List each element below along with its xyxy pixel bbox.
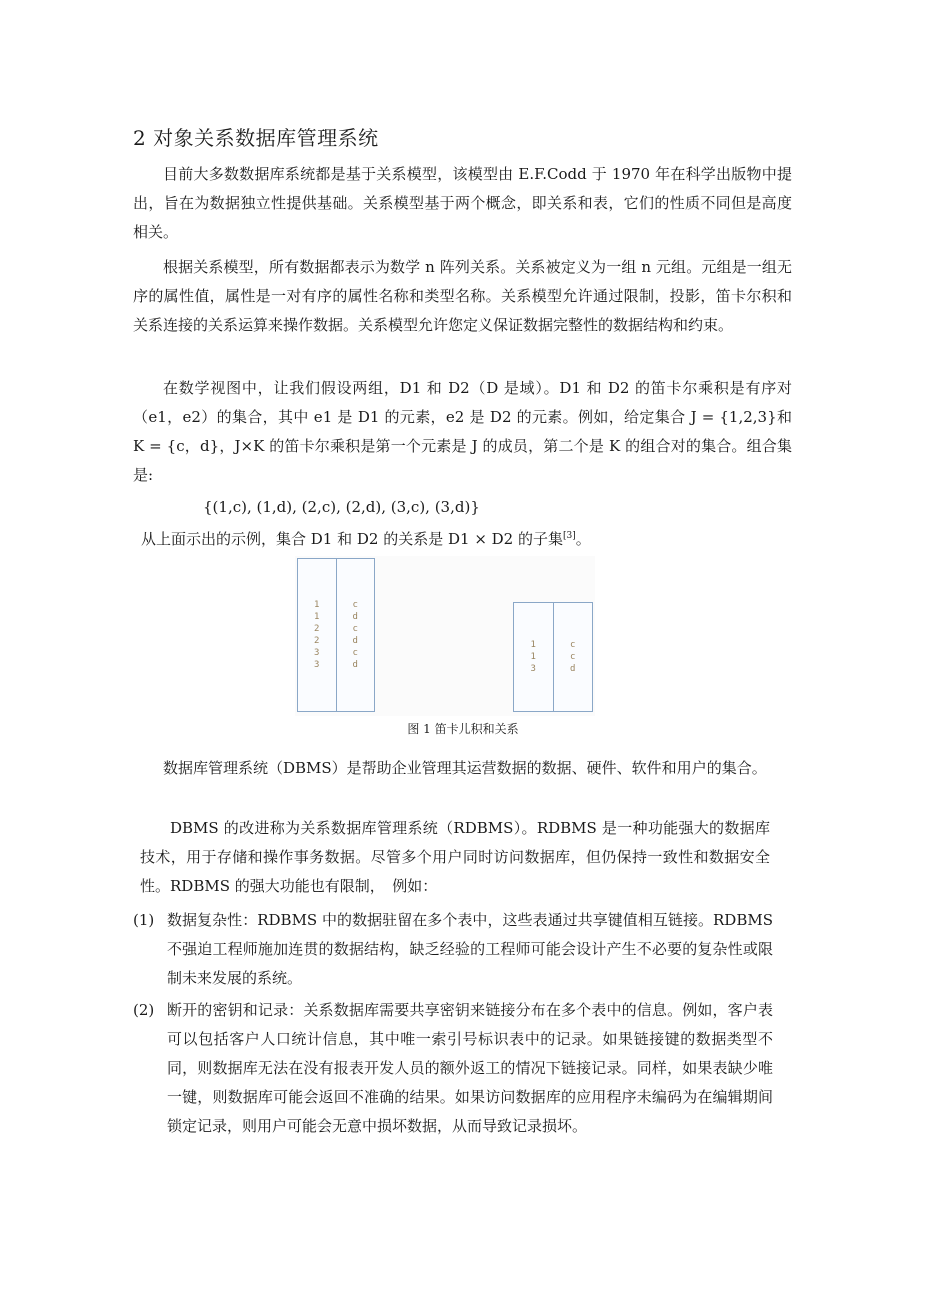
list-item-number: (2) xyxy=(133,1001,155,1019)
table1-number-cell: 3 xyxy=(314,648,320,658)
table1-number-cell: 2 xyxy=(314,624,320,634)
table1-letter-cell: d xyxy=(352,636,358,646)
table2-letter-cell: c xyxy=(570,640,576,650)
table1-letter-cell: d xyxy=(352,612,358,622)
list-item-number: (1) xyxy=(133,911,155,929)
table2-number-cell: 1 xyxy=(530,640,536,650)
list-item-text: 断开的密钥和记录：关系数据库需要共享密钥来链接分布在多个表中的信息。例如，客户表可以包括客户人口统计信息，其中唯一索引号标识表中的记录。如果链接键的数据类型不同，则数据库无法在没有报表开发人员的额外返工的情况下链接记录。同样，如果表缺少唯一键，则数据库可能会返回不准确的结果。如果访问数据库的应用程序未编码为在编辑期间锁定记录，则用户可能会无意中损坏数据，从而导致记录损坏。 xyxy=(167,1001,773,1135)
subset-statement-end: 。 xyxy=(575,530,591,548)
list-item xyxy=(133,906,773,996)
table-cartesian-product xyxy=(297,558,375,712)
paragraph-rdbms: DBMS 的改进称为关系数据库管理系统（RDBMS）。RDBMS 是一种功能强大的数据库技术，用于存储和操作事务数据。尽管多个用户同时访问数据库，但仍保持一致性和数据安全性。RDBMS 的强大功能也有限制， 例如： xyxy=(140,819,770,895)
table1-letter-cell: c xyxy=(352,624,358,634)
table1-column-letters xyxy=(336,559,375,711)
table1-letter-cell: c xyxy=(352,600,358,610)
table1-number-cell: 1 xyxy=(314,612,320,622)
paragraph-relational-model-intro: 目前大多数数据库系统都是基于关系模型，该模型由 E.F.Codd 于 1970 年在科学出版物中提出，旨在为数据独立性提供基础。关系模型基于两个概念，即关系和表，它们的性质不同但是高度相关。 xyxy=(133,165,792,241)
table1-number-cell: 3 xyxy=(314,660,320,670)
table1-number-cell: 1 xyxy=(314,600,320,610)
table1-letter-cell: d xyxy=(352,660,358,670)
subset-statement-text: 从上面示出的示例，集合 D1 和 D2 的关系是 D1 × D2 的子集 xyxy=(141,530,563,548)
list-item-text: 数据复杂性：RDBMS 中的数据驻留在多个表中，这些表通过共享键值相互链接。RDBMS 不强迫工程师施加连贯的数据结构，缺乏经验的工程师可能会设计产生不必要的复杂性或限制未来发展的系统。 xyxy=(167,911,773,987)
table1-letter-cell: c xyxy=(352,648,358,658)
table2-column-numbers xyxy=(514,603,553,711)
paragraph-relational-model-definition: 根据关系模型，所有数据都表示为数学 n 阵列关系。关系被定义为一组 n 元组。元组是一组无序的属性值，属性是一对有序的属性名称和类型名称。关系模型允许通过限制，投影，笛卡尔积和关系连接的关系运算来操作数据。关系模型允许您定义保证数据完整性的数据结构和约束。 xyxy=(133,258,792,334)
paragraph-cartesian-product: 在数学视图中，让我们假设两组，D1 和 D2（D 是域）。D1 和 D2 的笛卡尔乘积是有序对（e1，e2）的集合，其中 e1 是 D1 的元素，e2 是 D2 的元素。例如，给定集合 J = {1,2,3}和 K = {c，d}，J×K 的笛卡尔乘积是第一个元素是 J 的成员，第二个是 K 的组合对的集合。组合集是: xyxy=(133,379,792,484)
figure-caption: 图 1 笛卡儿积和关系 xyxy=(407,722,519,736)
combination-set-formula: {(1,c), (1,d), (2,c), (2,d), (3,c), (3,d)} xyxy=(203,498,480,516)
table-relation xyxy=(513,602,593,712)
table2-letter-cell: c xyxy=(570,652,576,662)
citation-ref: [3] xyxy=(563,531,576,541)
paragraph-dbms: 数据库管理系统（DBMS）是帮助企业管理其运营数据的数据、硬件、软件和用户的集合。 xyxy=(163,759,767,777)
table1-column-numbers xyxy=(298,559,336,711)
table1-number-cell: 2 xyxy=(314,636,320,646)
table2-number-cell: 1 xyxy=(530,652,536,662)
list-item xyxy=(133,996,773,1176)
table2-column-letters xyxy=(553,603,593,711)
paragraph-subset-statement xyxy=(141,528,591,550)
table2-number-cell: 3 xyxy=(530,664,536,674)
section-heading: 2 对象关系数据库管理系统 xyxy=(133,126,379,150)
figure-cartesian-product xyxy=(295,556,595,716)
table2-letter-cell: d xyxy=(570,664,576,674)
